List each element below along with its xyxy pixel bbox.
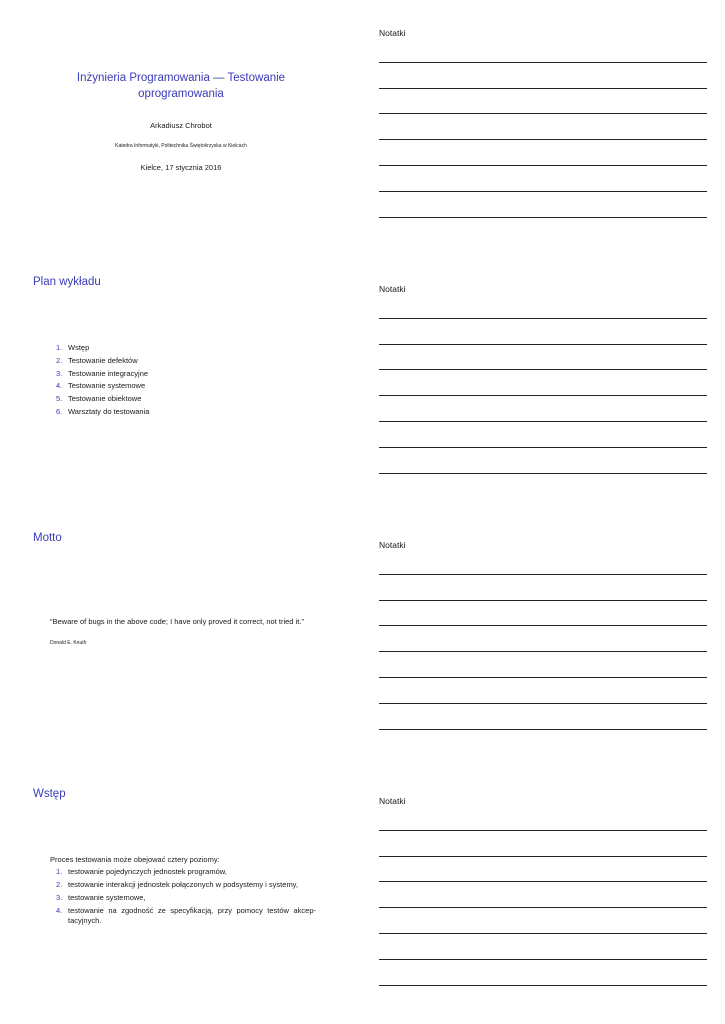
slide-plan <box>0 256 362 512</box>
note-line <box>379 88 707 89</box>
list-item: 1. Wstęp <box>56 343 90 352</box>
note-line <box>379 703 707 704</box>
list-item: 4. Testowanie systemowe <box>56 381 146 391</box>
author-name: Arkadiusz Chrobot <box>150 121 212 130</box>
slide-intro <box>0 768 362 1024</box>
note-line <box>379 369 707 370</box>
presentation-title: Inżynieria Programowania — Testowanie oprogramowania <box>76 72 286 100</box>
notes-panel-2 <box>362 256 725 512</box>
note-line <box>379 318 707 319</box>
notes-label: Notatki <box>379 28 406 38</box>
list-item: 3. testowanie systemowe, <box>56 892 146 902</box>
note-line <box>379 881 707 882</box>
list-item: 4. testowanie na zgodność ze specyfikacją, przy pomocy testów akcep-tacyjnych. <box>56 906 316 926</box>
notes-panel-1 <box>362 0 725 256</box>
intro-text: Proces testowania może obejować cztery poziomy: <box>50 855 220 864</box>
note-line <box>379 625 707 626</box>
notes-label: Notatki <box>379 540 406 550</box>
list-item: 2. testowanie interakcji jednostek połączonych w podsystemy i systemy, <box>56 879 298 889</box>
note-line <box>379 729 707 730</box>
note-line <box>379 677 707 678</box>
note-line <box>379 217 707 218</box>
note-line <box>379 830 707 831</box>
note-line <box>379 395 707 396</box>
quote-author: Donald E. Knuth <box>50 640 87 646</box>
note-line <box>379 62 707 63</box>
note-line <box>379 421 707 422</box>
list-item: 3. Testowanie integracyjne <box>56 368 149 378</box>
note-line <box>379 139 707 140</box>
presentation-date: Kielce, 17 stycznia 2016 <box>140 163 222 172</box>
plan-list <box>56 342 149 419</box>
notes-label: Notatki <box>379 796 406 806</box>
institute-name: Katedra Informatyki, Politechnika Świętokrzyska w Kielcach <box>115 143 247 149</box>
levels-list <box>56 866 316 926</box>
note-line <box>379 165 707 166</box>
list-item: 1. testowanie pojedynczych jednostek programów, <box>56 867 227 876</box>
note-line <box>379 907 707 908</box>
note-line <box>379 651 707 652</box>
frame-title: Wstęp <box>33 788 66 800</box>
note-line <box>379 344 707 345</box>
note-line <box>379 959 707 960</box>
notes-panel-3 <box>362 512 725 768</box>
motto-quote: “Beware of bugs in the above code; I have only proved it correct, not tried it.” <box>50 617 304 626</box>
list-item: 5. Testowanie obiektowe <box>56 394 142 404</box>
note-line <box>379 574 707 575</box>
note-line <box>379 856 707 857</box>
frame-title: Plan wykładu <box>33 276 101 288</box>
list-item: 6. Warsztaty do testowania <box>56 406 150 416</box>
note-line <box>379 933 707 934</box>
list-item: 2. Testowanie defektów <box>56 355 138 365</box>
note-line <box>379 191 707 192</box>
note-line <box>379 473 707 474</box>
note-line <box>379 447 707 448</box>
slide-title-page <box>0 0 362 256</box>
notes-label: Notatki <box>379 284 406 294</box>
slide-motto <box>0 512 362 768</box>
note-line <box>379 113 707 114</box>
note-line <box>379 985 707 986</box>
notes-panel-4 <box>362 768 725 1024</box>
frame-title: Motto <box>33 532 62 544</box>
note-line <box>379 600 707 601</box>
